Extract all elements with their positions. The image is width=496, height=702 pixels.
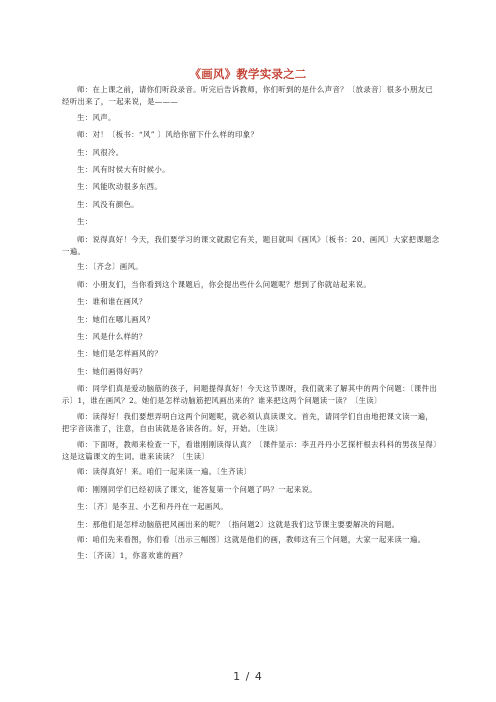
paragraph: 生：风有时侯大有时候小。 [77, 164, 170, 174]
paragraph: 师：在上课之前，请你们听段录音。听完后告诉教师，你们听到的是什么声音？〔放录音〕很多小朋友已经听出来了，一起来说，是——— [62, 85, 434, 107]
document-body [62, 84, 440, 567]
paragraph: 生： [77, 217, 93, 227]
paragraph: 师：刚刚同学们已经初读了课文，能答复第一个问题了吗？一起来说。 [77, 484, 317, 494]
paragraph: 生：风声。 [77, 112, 116, 122]
paragraph: 师：下面呀，教师来检查一下，看谁刚刚读得认真？〔课件显示：李丑丹丹小艺探杆根去科科的男孩呈得〕这是这篇课文的生词。谁来读读？〔生读〕 [62, 439, 438, 461]
paragraph: 师：咱们先来看图，你们看〔出示三幅图〕这就是他们的画，教师这有三个问题，大家一起来读一遍。 [77, 535, 426, 545]
paragraph: 生：风能吹动很多东西。 [77, 182, 163, 192]
page-number: 1 / 4 [233, 670, 263, 683]
paragraph: 生：她们在哪儿画风？ [77, 314, 155, 324]
paragraph: 生：〔齐〕是李丑、小艺和丹丹在一起画风。 [77, 502, 229, 512]
paragraph: 生：风是什么样的？ [77, 331, 147, 341]
paragraph: 生：风没有颜色。 [77, 199, 139, 209]
paragraph: 师：说得真好！今天，我们要学习的课文就跟它有关，题目就叫《画风》〔板书：20、画风〕大家把课题念一遍。 [62, 234, 440, 256]
paragraph: 师：小朋友们，当你看到这个课题后，你会提出些什么问题呢？想到了你就站起来说。 [77, 279, 372, 289]
paragraph: 师：对！〔板书：“风” 〕风给你留下什么样的印象？ [77, 130, 259, 140]
paragraph: 生：谁和谁在画风？ [77, 297, 147, 307]
paragraph: 生：〔齐念〕画风。 [77, 262, 143, 272]
paragraph: 生：风很冷。 [77, 147, 124, 157]
paragraph: 生：她们画得好吗？ [77, 366, 147, 376]
paragraph: 生：〔齐读〕1，你喜欢谁的画？ [77, 550, 187, 560]
paragraph: 师：读得真好！来。咱们一起来读一遍。〔生齐读〕 [77, 467, 252, 477]
paragraph: 师：同学们真是爱动脑筋的孩子，问题提得真好！今天这节课呀，我们就来了解其中的两个问题：〔课件出示〕1，谁在画风？2。她们是怎样动脑筋把风画出来的？谁来把这两个问题读一读？〔生读〕 [62, 384, 438, 406]
document-title: 《画风》教学实录之二 [189, 67, 307, 81]
paragraph: 生：那他们是怎样动脑筋把风画出来的呢？〔指问题2〕这就是我们这节课主要要解决的问题。 [77, 519, 400, 529]
paragraph: 师：读得好！我们要想弄明白这两个问题呢，就必须认真读课文。首先，请同学们自由地把课文读一遍，把字音读准了，注意，自由读就是各读各的。好，开始。〔生读〕 [62, 411, 434, 434]
paragraph: 生：她们是怎样画风的？ [77, 349, 163, 359]
